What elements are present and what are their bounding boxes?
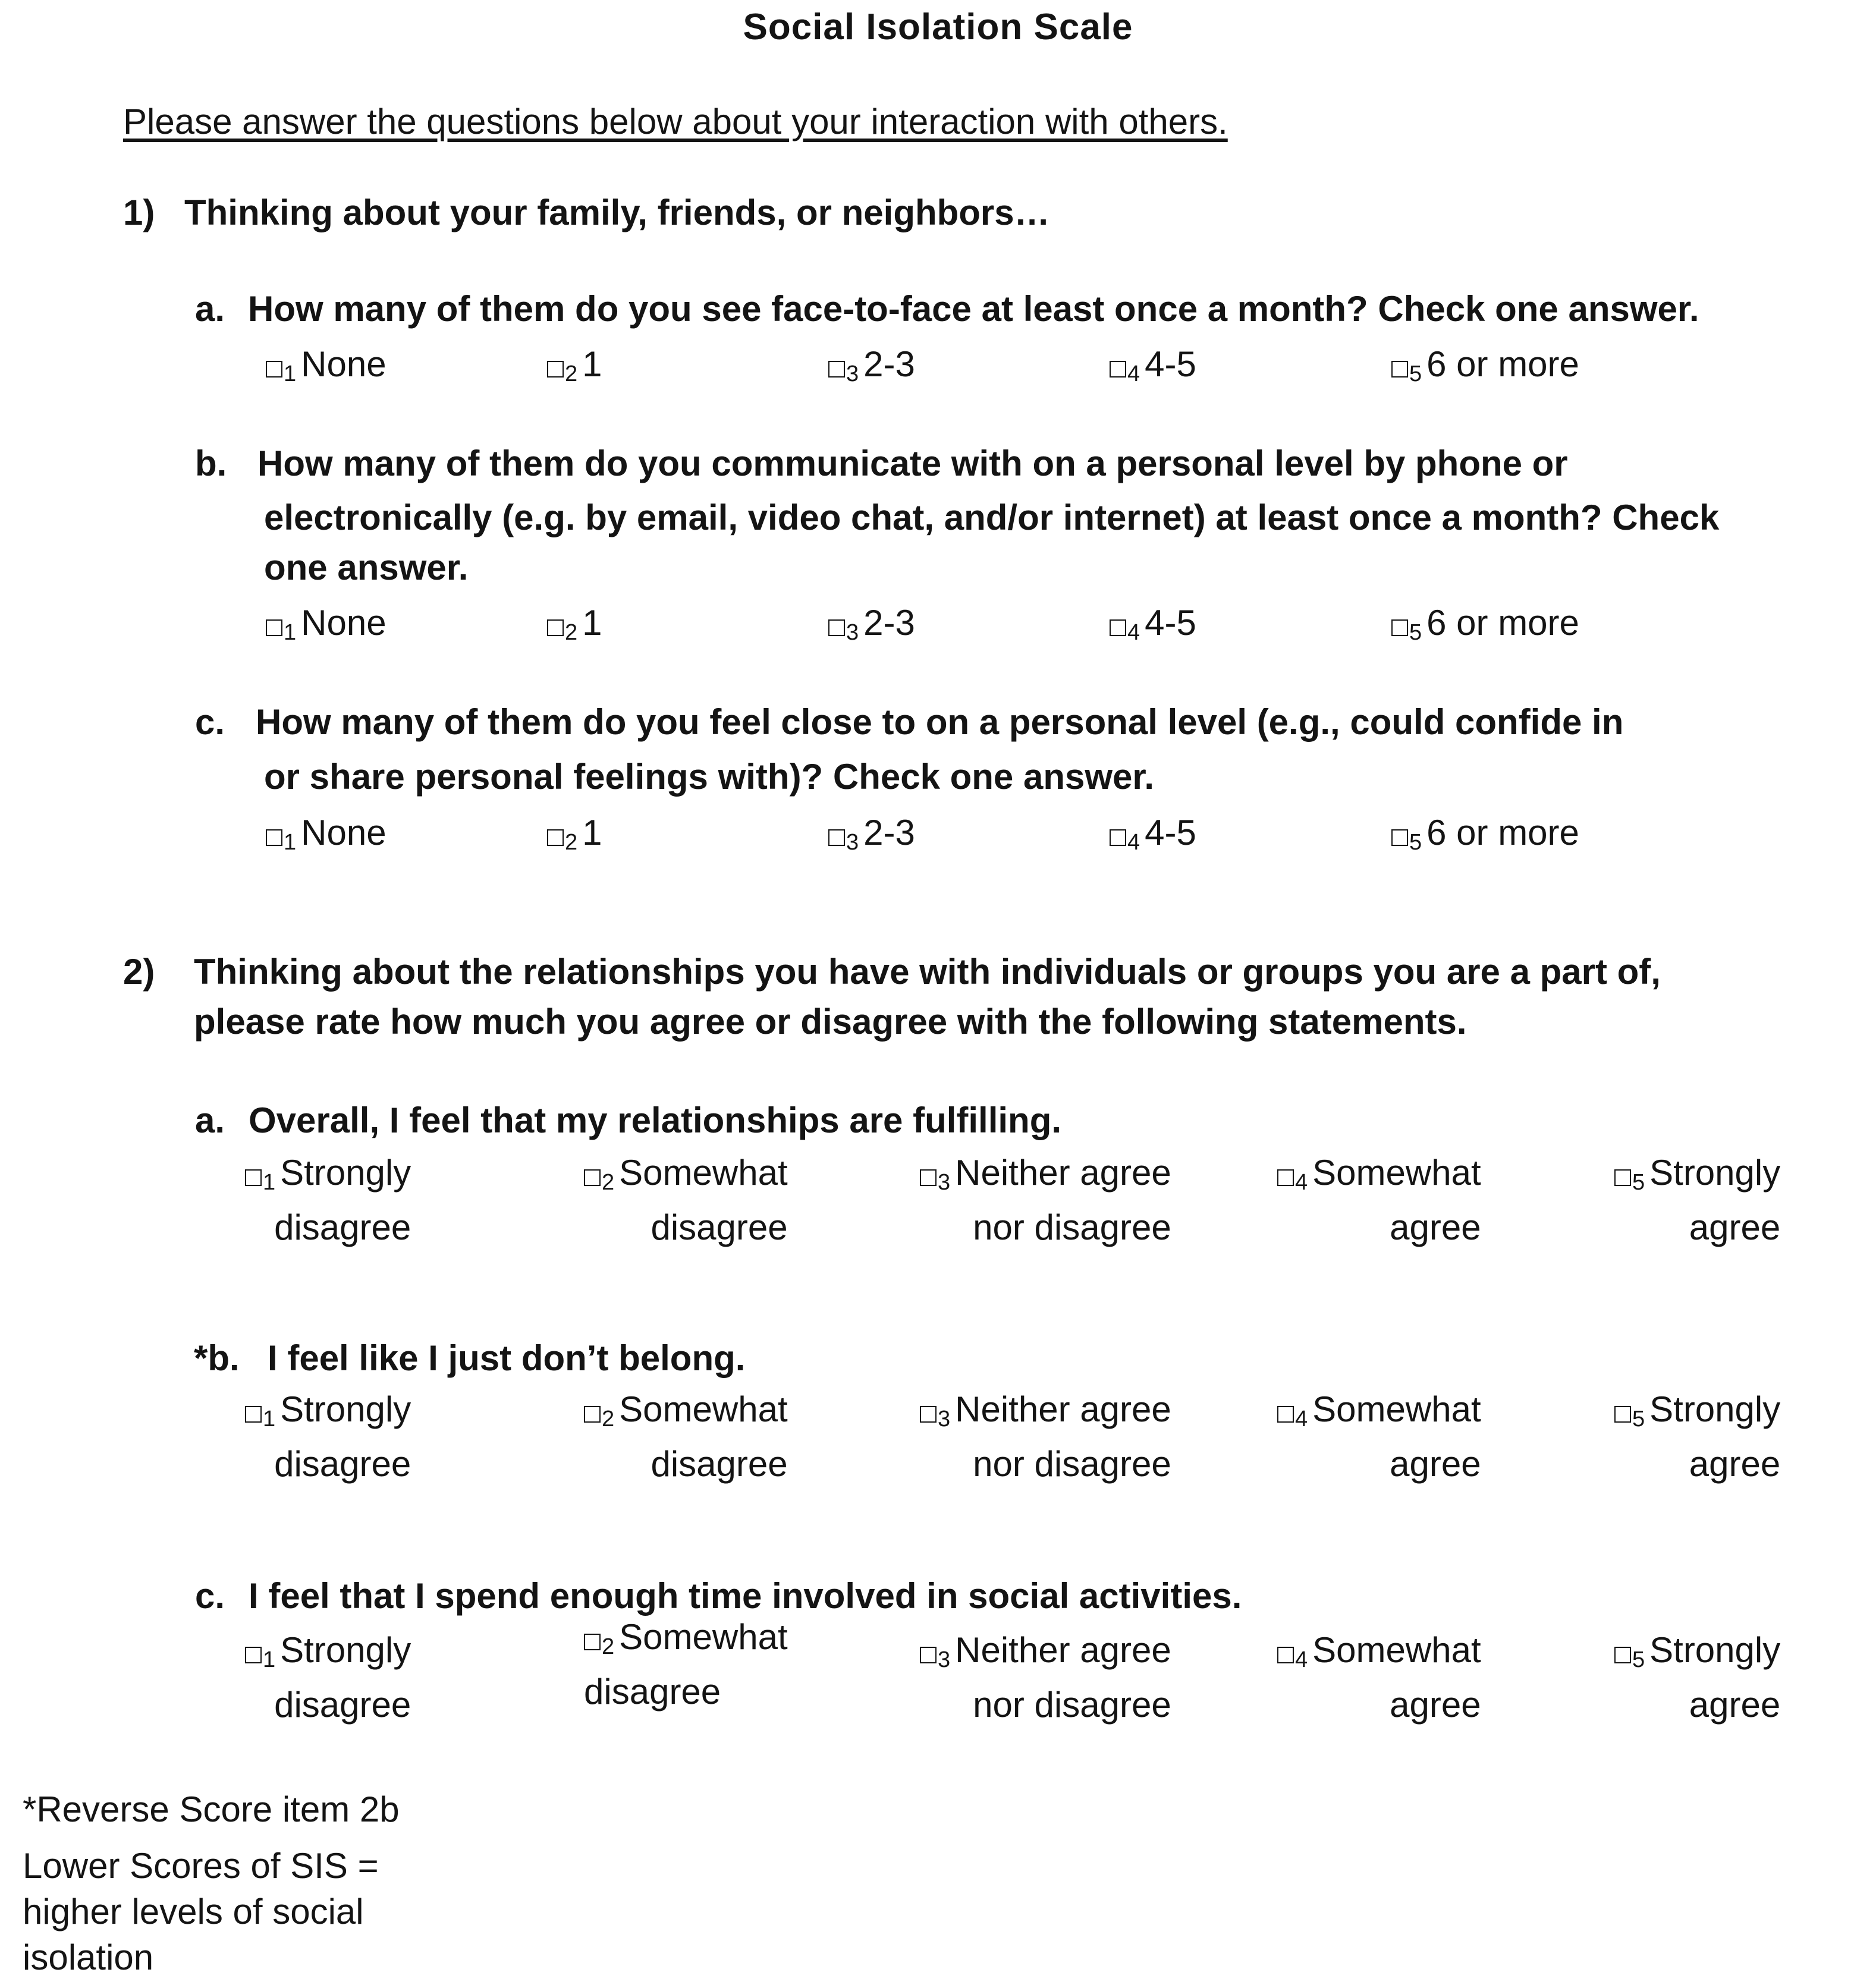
option-code: 2 <box>565 361 578 386</box>
checkbox-icon[interactable] <box>266 829 282 846</box>
option-line2: agree <box>1390 1444 1481 1484</box>
option-code: 2 <box>565 830 578 855</box>
option-line1 <box>920 1153 1171 1193</box>
q1a-option-3[interactable] <box>828 342 915 397</box>
checkbox-icon[interactable] <box>1277 1406 1294 1423</box>
q1c-option-1[interactable] <box>266 810 386 865</box>
q2c-option-3[interactable] <box>920 1628 1171 1727</box>
checkbox-icon[interactable] <box>266 361 282 378</box>
option-code: 5 <box>1632 1407 1645 1432</box>
score-note-line3: isolation <box>23 1937 154 1977</box>
option-line1 <box>245 1389 411 1432</box>
option-line2: nor disagree <box>973 1444 1171 1484</box>
option-label: None <box>301 813 386 852</box>
score-note-line2: higher levels of social <box>23 1892 364 1931</box>
option-code: 1 <box>263 1647 276 1672</box>
option-label: 2-3 <box>863 344 915 384</box>
option-line2: nor disagree <box>973 1685 1171 1725</box>
checkbox-icon[interactable] <box>245 1169 262 1186</box>
q2-number: 2) <box>123 952 155 992</box>
option-label: Strongly <box>1649 1630 1781 1670</box>
option-line2: disagree <box>651 1207 788 1247</box>
q1c-option-5[interactable] <box>1391 810 1579 865</box>
q2b-option-2[interactable] <box>584 1387 788 1486</box>
option-code: 4 <box>1127 361 1140 386</box>
q1b-option-2[interactable] <box>547 600 602 655</box>
q1c-option-4[interactable] <box>1110 810 1196 865</box>
option-line1 <box>920 1389 1171 1432</box>
q1b-option-4[interactable] <box>1110 600 1196 655</box>
q2c-option-1[interactable] <box>245 1628 411 1727</box>
checkbox-icon[interactable] <box>266 619 282 636</box>
option-label: 6 or more <box>1426 344 1579 384</box>
q2a-option-3[interactable] <box>920 1150 1171 1250</box>
option-line2: agree <box>1689 1207 1781 1247</box>
option-line2: agree <box>1390 1685 1481 1725</box>
option-label: Somewhat <box>619 1389 788 1429</box>
option-label: 6 or more <box>1426 603 1579 643</box>
checkbox-icon[interactable] <box>1277 1647 1294 1663</box>
checkbox-icon[interactable] <box>584 1406 601 1423</box>
option-code: 3 <box>846 620 859 645</box>
option-code: 3 <box>938 1407 951 1432</box>
option-line2: agree <box>1689 1444 1781 1484</box>
option-label: None <box>301 603 386 643</box>
checkbox-icon[interactable] <box>547 829 564 846</box>
q2b-letter: *b. <box>194 1338 240 1378</box>
option-line2: agree <box>1390 1207 1481 1247</box>
q2c-option-5[interactable] <box>1614 1628 1780 1727</box>
option-label: 2-3 <box>863 813 915 852</box>
option-line1 <box>584 1153 788 1193</box>
option-line1 <box>245 1153 411 1193</box>
q1a-option-4[interactable] <box>1110 342 1196 397</box>
q1a-option-5[interactable] <box>1391 342 1579 397</box>
q1b-letter: b. <box>195 443 227 483</box>
option-line2: agree <box>1689 1685 1781 1725</box>
option-code: 1 <box>284 361 297 386</box>
option-code: 5 <box>1409 830 1422 855</box>
q2a-option-2[interactable] <box>584 1150 788 1250</box>
q2a-letter: a. <box>195 1100 225 1140</box>
option-label: Somewhat <box>1312 1630 1481 1670</box>
option-line1 <box>584 1617 788 1657</box>
option-line1 <box>1614 1389 1781 1432</box>
q1b-text-line3: one answer. <box>264 548 469 587</box>
q1b-option-1[interactable] <box>266 600 386 655</box>
q1b-option-5[interactable] <box>1391 600 1579 655</box>
checkbox-icon[interactable] <box>584 1634 601 1650</box>
checkbox-icon[interactable] <box>584 1169 601 1186</box>
option-code: 2 <box>602 1407 615 1432</box>
option-label: Somewhat <box>1312 1389 1481 1429</box>
checkbox-icon[interactable] <box>547 361 564 378</box>
option-label: 4-5 <box>1145 344 1196 384</box>
checkbox-icon[interactable] <box>1391 829 1408 846</box>
q1c-text-line2: or share personal feelings with)? Check one answer. <box>264 757 1155 797</box>
q2b-text: I feel like I just don’t belong. <box>268 1338 746 1378</box>
option-label: Somewhat <box>619 1617 788 1657</box>
option-line1 <box>1614 1153 1780 1193</box>
q1c-option-2[interactable] <box>547 810 602 865</box>
q1a-option-1[interactable] <box>266 342 386 397</box>
q2a-option-1[interactable] <box>245 1150 411 1250</box>
option-label: Strongly <box>1649 1389 1781 1429</box>
option-label: 4-5 <box>1145 603 1196 643</box>
option-code: 4 <box>1295 1407 1308 1432</box>
q1a-option-2[interactable] <box>547 342 602 397</box>
option-code: 5 <box>1632 1647 1645 1672</box>
q1a-text: How many of them do you see face-to-face at least once a month? Check one answer. <box>248 289 1699 329</box>
reverse-score-note: *Reverse Score item 2b <box>23 1789 400 1829</box>
option-label: 1 <box>582 813 602 852</box>
q1b-option-3[interactable] <box>828 600 915 655</box>
checkbox-icon[interactable] <box>1110 361 1126 378</box>
checkbox-icon[interactable] <box>1614 1406 1631 1423</box>
q2b-option-1[interactable] <box>245 1387 411 1486</box>
option-code: 5 <box>1632 1170 1645 1195</box>
q1-number: 1) <box>123 193 155 232</box>
option-code: 1 <box>263 1407 276 1432</box>
option-label: Strongly <box>280 1389 411 1429</box>
q1b-text-line1: How many of them do you communicate with on a personal level by phone or <box>257 443 1568 483</box>
option-code: 4 <box>1295 1170 1308 1195</box>
option-line2: disagree <box>274 1685 411 1725</box>
q2c-option-2[interactable] <box>584 1615 788 1714</box>
q2c-letter: c. <box>195 1576 225 1616</box>
option-line1 <box>245 1630 411 1670</box>
checkbox-icon[interactable] <box>1391 361 1408 378</box>
q1c-option-3[interactable] <box>828 810 915 865</box>
checkbox-icon[interactable] <box>245 1406 262 1423</box>
option-code: 1 <box>284 620 297 645</box>
option-code: 5 <box>1409 620 1422 645</box>
q2a-text: Overall, I feel that my relationships are fulfilling. <box>249 1100 1062 1140</box>
checkbox-icon[interactable] <box>547 619 564 636</box>
option-code: 3 <box>938 1647 951 1672</box>
checkbox-icon[interactable] <box>828 361 845 378</box>
q2b-option-3[interactable] <box>920 1387 1171 1486</box>
option-label: 4-5 <box>1145 813 1196 852</box>
option-line1 <box>1614 1630 1780 1670</box>
q2c-option-4[interactable] <box>1277 1628 1481 1727</box>
option-line2: nor disagree <box>973 1207 1171 1247</box>
q1c-text-line1: How many of them do you feel close to on a personal level (e.g., could confide in <box>256 702 1624 742</box>
option-line1 <box>584 1389 788 1432</box>
q2a-option-5[interactable] <box>1614 1150 1780 1250</box>
checkbox-icon[interactable] <box>1614 1647 1631 1663</box>
option-code: 2 <box>602 1634 615 1659</box>
q1-text: Thinking about your family, friends, or neighbors… <box>184 193 1050 232</box>
checkbox-icon[interactable] <box>828 619 845 636</box>
option-label: Somewhat <box>1312 1153 1481 1193</box>
checkbox-icon[interactable] <box>245 1647 262 1663</box>
option-line1 <box>920 1630 1171 1670</box>
checkbox-icon[interactable] <box>1391 619 1408 636</box>
option-label: Strongly <box>280 1153 411 1193</box>
option-label: Neither agree <box>955 1389 1171 1429</box>
option-label: Somewhat <box>619 1153 788 1193</box>
option-code: 2 <box>602 1170 615 1195</box>
option-line1 <box>1277 1389 1481 1432</box>
q2-text-line1: Thinking about the relationships you have with individuals or groups you are a part of, <box>194 952 1661 992</box>
option-code: 1 <box>284 830 297 855</box>
checkbox-icon[interactable] <box>828 829 845 846</box>
option-line2: disagree <box>651 1444 788 1484</box>
option-line1 <box>1277 1153 1481 1193</box>
option-label: Strongly <box>280 1630 411 1670</box>
q2c-text: I feel that I spend enough time involved in social activities. <box>249 1576 1242 1616</box>
option-code: 3 <box>846 830 859 855</box>
q2b-option-5[interactable] <box>1614 1387 1780 1486</box>
q1c-letter: c. <box>195 702 225 742</box>
option-code: 3 <box>938 1170 951 1195</box>
option-label: 6 or more <box>1426 813 1579 852</box>
checkbox-icon[interactable] <box>920 1647 937 1663</box>
option-code: 3 <box>846 361 859 386</box>
score-note-line1: Lower Scores of SIS = <box>23 1846 379 1886</box>
option-code: 4 <box>1127 830 1140 855</box>
page-title: Social Isolation Scale <box>743 7 1133 48</box>
instructions: Please answer the questions below about your interaction with others. <box>123 102 1228 141</box>
option-label: 2-3 <box>863 603 915 643</box>
option-code: 4 <box>1295 1647 1308 1672</box>
option-label: Strongly <box>1649 1153 1781 1193</box>
checkbox-icon[interactable] <box>920 1406 937 1423</box>
option-line2: disagree <box>274 1207 411 1247</box>
q2b-option-4[interactable] <box>1277 1387 1481 1486</box>
option-code: 5 <box>1409 361 1422 386</box>
q2a-option-4[interactable] <box>1277 1150 1481 1250</box>
option-label: 1 <box>582 603 602 643</box>
option-line2: disagree <box>584 1672 721 1712</box>
checkbox-icon[interactable] <box>1614 1169 1631 1186</box>
option-code: 4 <box>1127 620 1140 645</box>
checkbox-icon[interactable] <box>1277 1169 1294 1186</box>
checkbox-icon[interactable] <box>920 1169 937 1186</box>
option-line1 <box>1277 1630 1481 1670</box>
option-label: None <box>301 344 386 384</box>
option-code: 1 <box>263 1170 276 1195</box>
checkbox-icon[interactable] <box>1110 619 1126 636</box>
option-label: 1 <box>582 344 602 384</box>
option-label: Neither agree <box>955 1630 1171 1670</box>
q1a-letter: a. <box>195 289 225 329</box>
q1b-text-line2: electronically (e.g. by email, video chat, and/or internet) at least once a month? Check <box>264 498 1720 537</box>
checkbox-icon[interactable] <box>1110 829 1126 846</box>
option-label: Neither agree <box>955 1153 1171 1193</box>
option-line2: disagree <box>274 1444 411 1484</box>
option-code: 2 <box>565 620 578 645</box>
q2-text-line2: please rate how much you agree or disagree with the following statements. <box>194 1002 1467 1042</box>
